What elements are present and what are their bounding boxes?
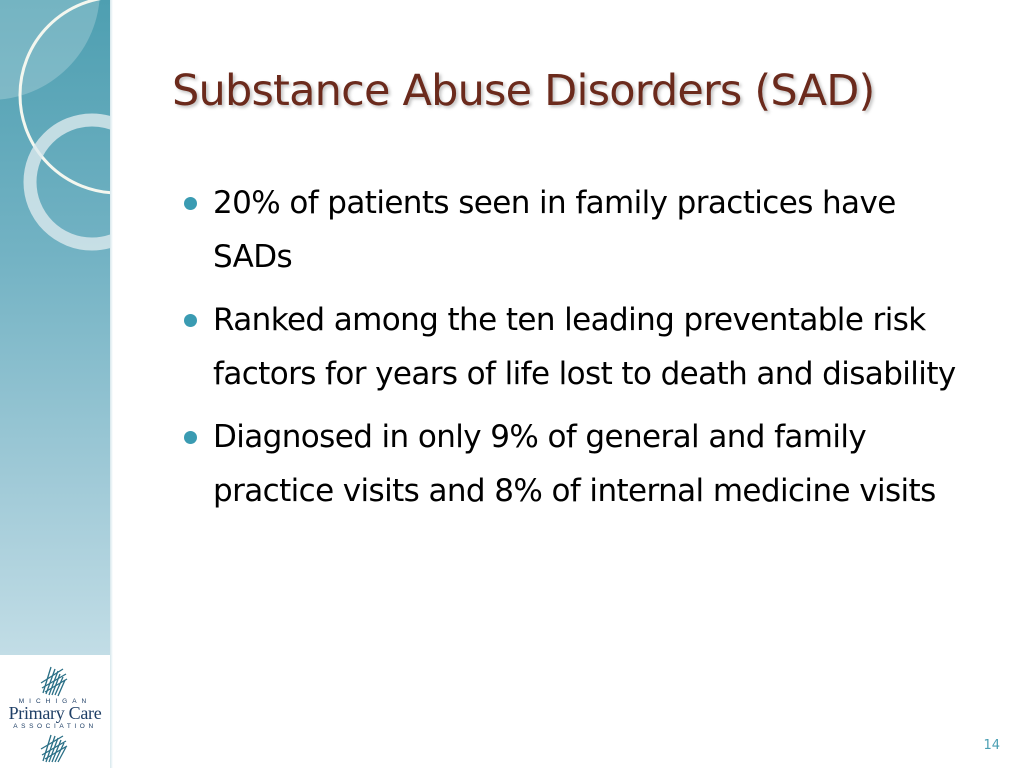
bullet-text: Ranked among the ten leading preventable risk factors for years of life lost to death and disability (213, 302, 956, 392)
bullet-dot-icon (184, 314, 197, 327)
logo-primary-care-text: Primary Care (8, 703, 102, 723)
organization-logo (0, 655, 110, 768)
slide-title: Substance Abuse Disorders (SAD) (172, 66, 875, 116)
bullet-item (183, 410, 973, 518)
bullet-item (183, 293, 973, 401)
logo-mark-bottom-icon (37, 731, 71, 763)
bullet-dot-icon (184, 431, 197, 444)
bullet-item (183, 176, 973, 284)
bullet-dot-icon (184, 197, 197, 210)
logo-association-text: ASSOCIATION (13, 723, 97, 730)
circle-decoration-icon (0, 0, 110, 655)
slide-page-number: 14 (983, 738, 1000, 753)
bullet-text: Diagnosed in only 9% of general and family practice visits and 8% of internal medicine visits (213, 419, 936, 509)
logo-michigan-text: MICHIGAN (18, 698, 92, 705)
decorative-side-band (0, 0, 110, 655)
logo-mark-top-icon (37, 663, 71, 697)
bullet-list (183, 176, 973, 527)
bullet-text: 20% of patients seen in family practices have SADs (213, 185, 896, 275)
band-divider (110, 0, 113, 768)
